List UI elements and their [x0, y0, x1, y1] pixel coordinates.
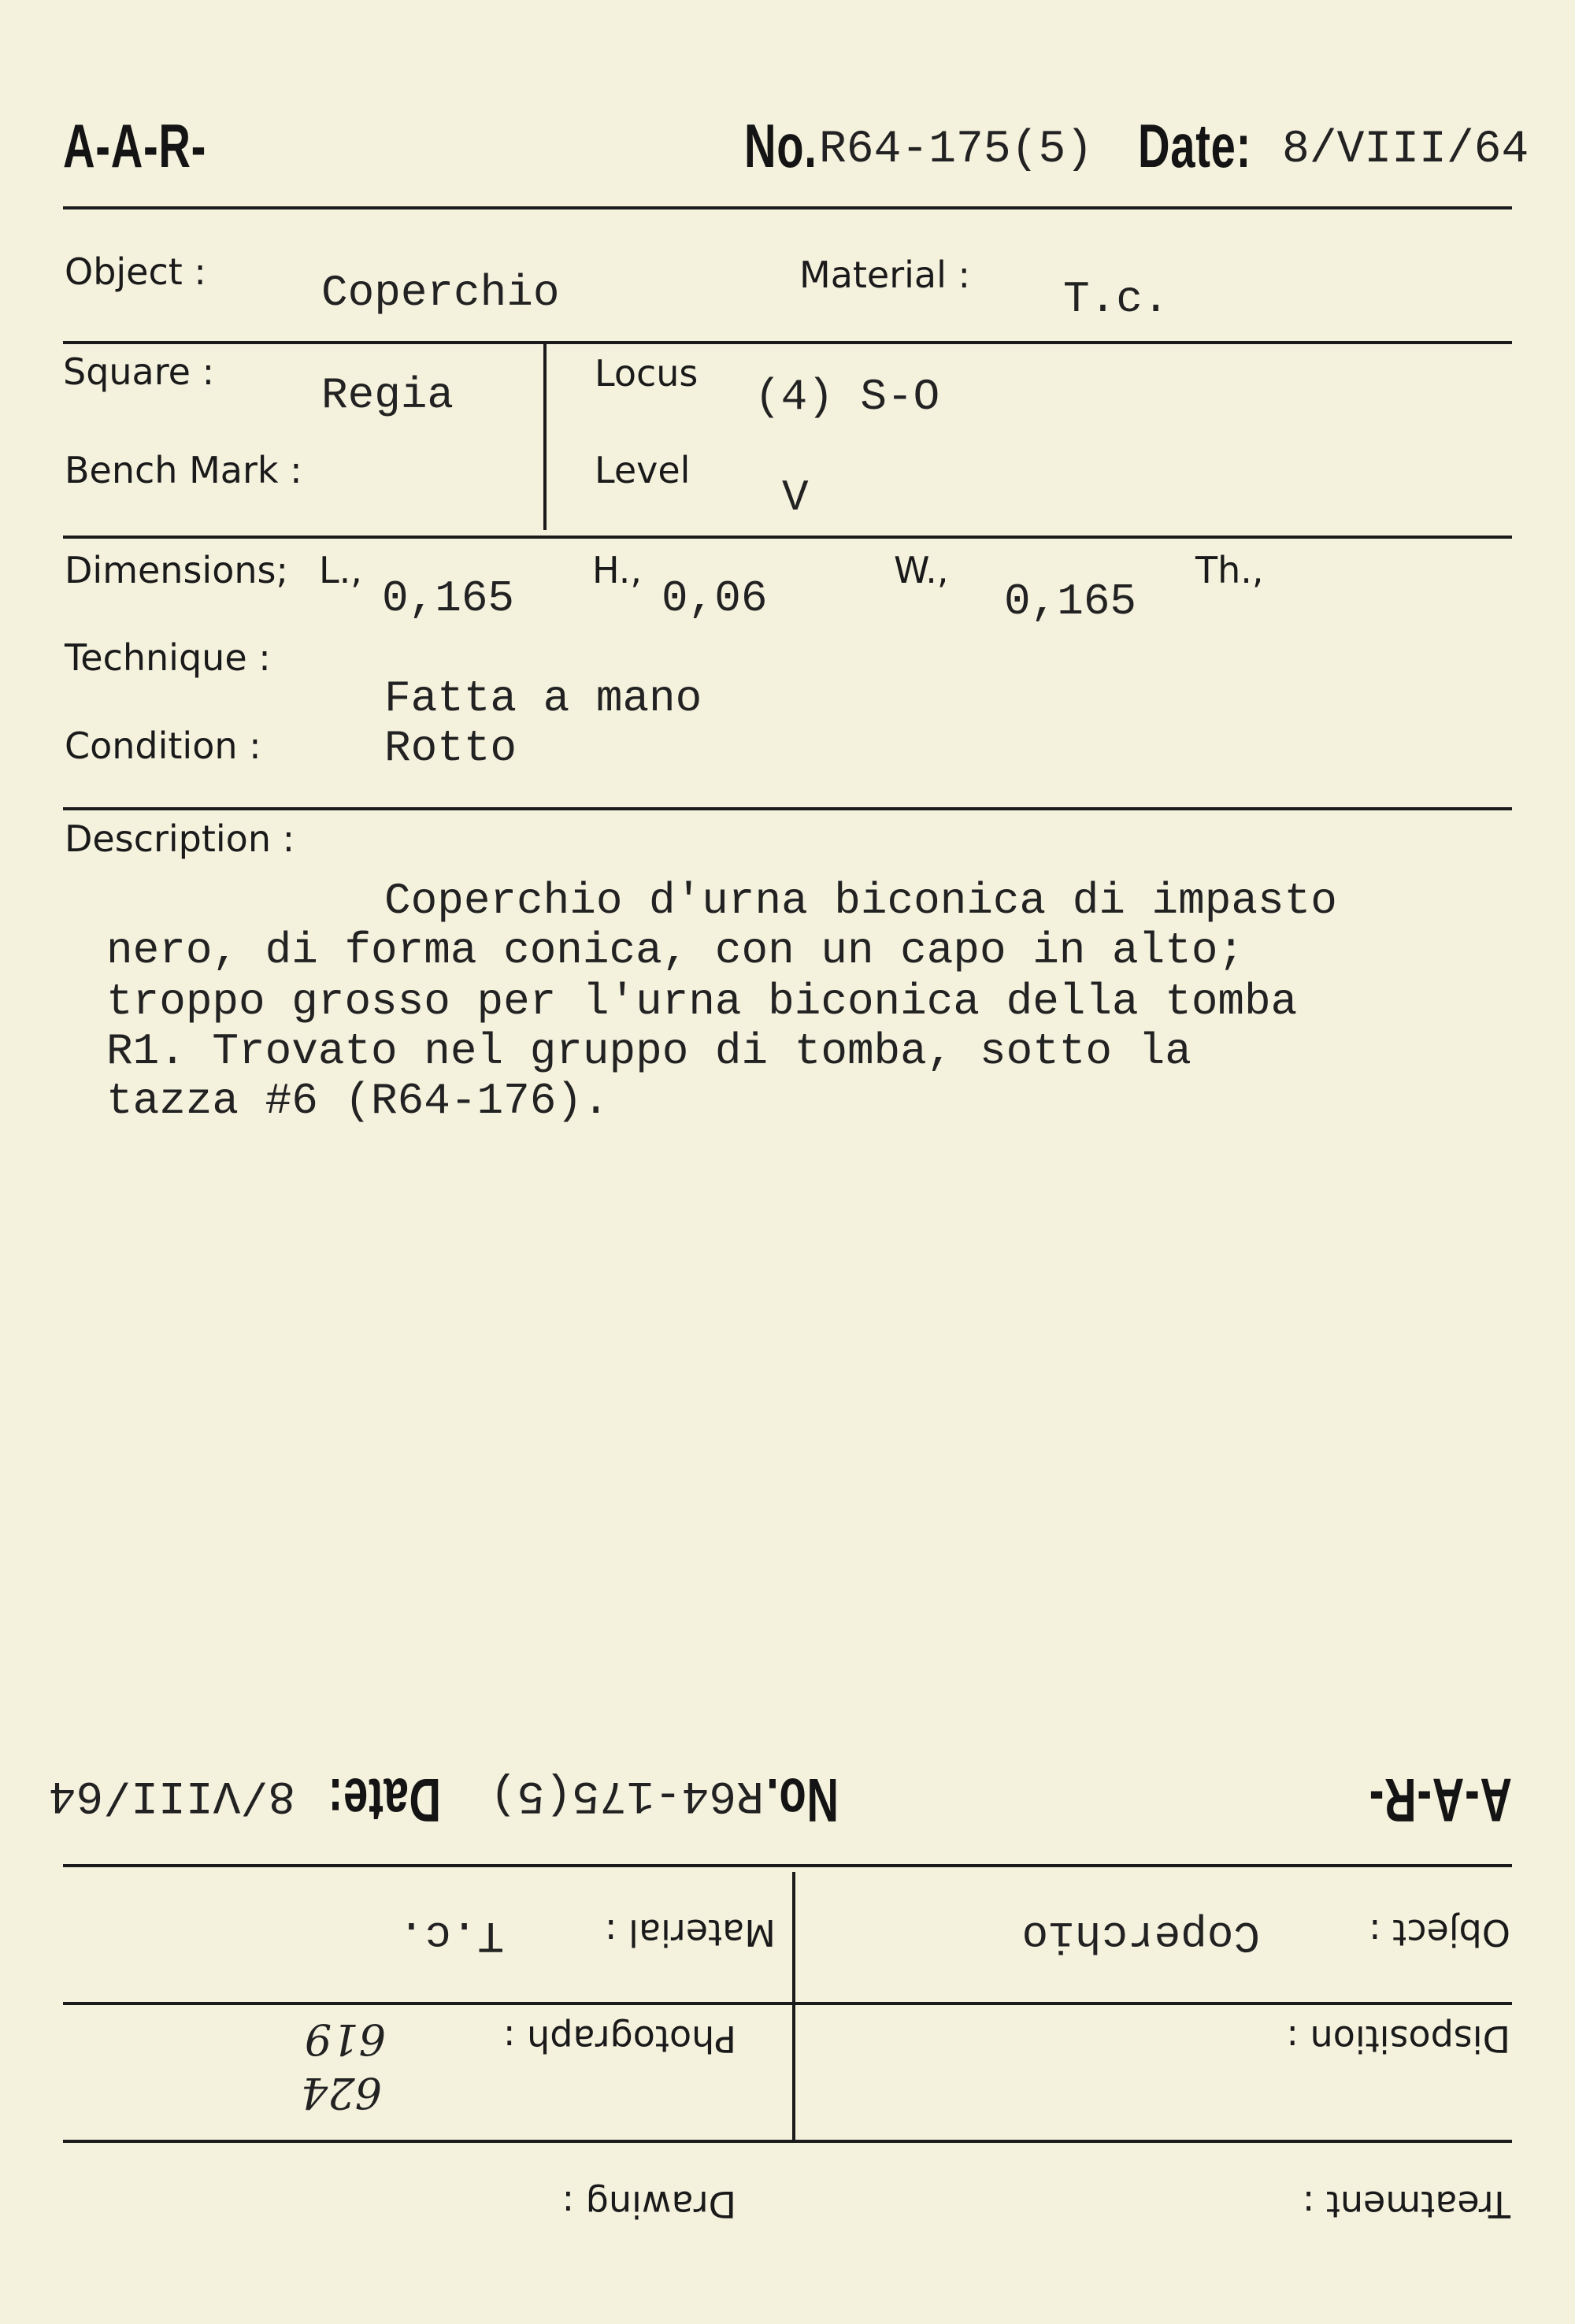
condition-label: Condition : — [65, 725, 261, 767]
divider-top — [63, 206, 1512, 209]
length-label: L., — [319, 549, 362, 591]
square-value: Regia — [321, 370, 454, 421]
condition-value: Rotto — [384, 723, 517, 773]
inverted-treatment-label: Treatment : — [1302, 2183, 1510, 2226]
inverted-divider-object — [63, 2002, 1512, 2005]
divider-condition — [63, 807, 1512, 810]
description-line: troppo grosso per l'urna biconica della tomba — [106, 977, 1298, 1027]
org-heading: A-A-R- — [63, 111, 207, 180]
inverted-divider-vertical — [792, 1872, 795, 2140]
level-value: V — [782, 473, 809, 523]
inverted-object-value: Coperchio — [1021, 1910, 1260, 1960]
description-label: Description : — [65, 817, 295, 860]
height-value: 0,06 — [662, 573, 768, 624]
divider-level — [63, 536, 1512, 539]
technique-label: Technique : — [65, 636, 271, 679]
photograph-number-handwritten: 619 — [304, 2015, 386, 2064]
inverted-date-value: 8/VIII/64 — [48, 1769, 295, 1820]
object-label: Object : — [65, 250, 206, 293]
inverted-photograph-label: Photograph : — [503, 2018, 736, 2060]
description-line: nero, di forma conica, con un capo in alto; — [106, 925, 1245, 976]
height-label: H., — [592, 549, 643, 591]
inverted-org-heading: A-A-R- — [1368, 1766, 1512, 1835]
number-label: No. — [744, 111, 817, 180]
object-value: Coperchio — [321, 268, 560, 318]
inverted-drawing-label: Drawing : — [561, 2183, 736, 2226]
material-label: Material : — [799, 254, 970, 296]
inverted-number-label: No. — [765, 1766, 839, 1835]
inverted-disposition-label: Disposition : — [1286, 2018, 1510, 2060]
length-value: 0,165 — [382, 573, 515, 624]
thickness-label: Th., — [1195, 549, 1264, 591]
description-line: Coperchio d'urna biconica di impasto — [384, 876, 1337, 926]
number-value: R64-175(5) — [819, 124, 1094, 176]
divider-vertical-square — [543, 341, 547, 530]
dimensions-label: Dimensions; — [65, 549, 288, 591]
inverted-object-label: Object : — [1369, 1911, 1510, 1954]
date-label: Date: — [1138, 111, 1252, 180]
level-label: Level — [595, 449, 691, 491]
width-label: W., — [894, 549, 949, 591]
description-line: R1. Trovato nel gruppo di tomba, sotto la — [106, 1026, 1191, 1077]
description-line: tazza #6 (R64-176). — [106, 1076, 610, 1126]
divider-object — [63, 341, 1512, 344]
inverted-section — [0, 1654, 1575, 2324]
inverted-divider-treatment — [63, 2140, 1512, 2143]
inverted-material-label: Material : — [605, 1911, 776, 1954]
date-value: 8/VIII/64 — [1282, 124, 1529, 176]
square-label: Square : — [63, 350, 215, 393]
inverted-date-label: Date: — [327, 1766, 441, 1835]
locus-value: (4) S-O — [754, 372, 940, 422]
material-value: T.c. — [1063, 274, 1169, 324]
locus-label: Locus — [595, 352, 699, 395]
inverted-divider-header — [63, 1864, 1512, 1867]
bench-mark-label: Bench Mark : — [65, 449, 302, 491]
inverted-number-value: R64-175(5) — [489, 1769, 764, 1820]
technique-value: Fatta a mano — [384, 673, 702, 724]
inverted-material-value: T.c. — [398, 1910, 504, 1960]
width-value: 0,165 — [1004, 576, 1137, 627]
photograph-number-handwritten-2: 624 — [300, 2068, 382, 2118]
